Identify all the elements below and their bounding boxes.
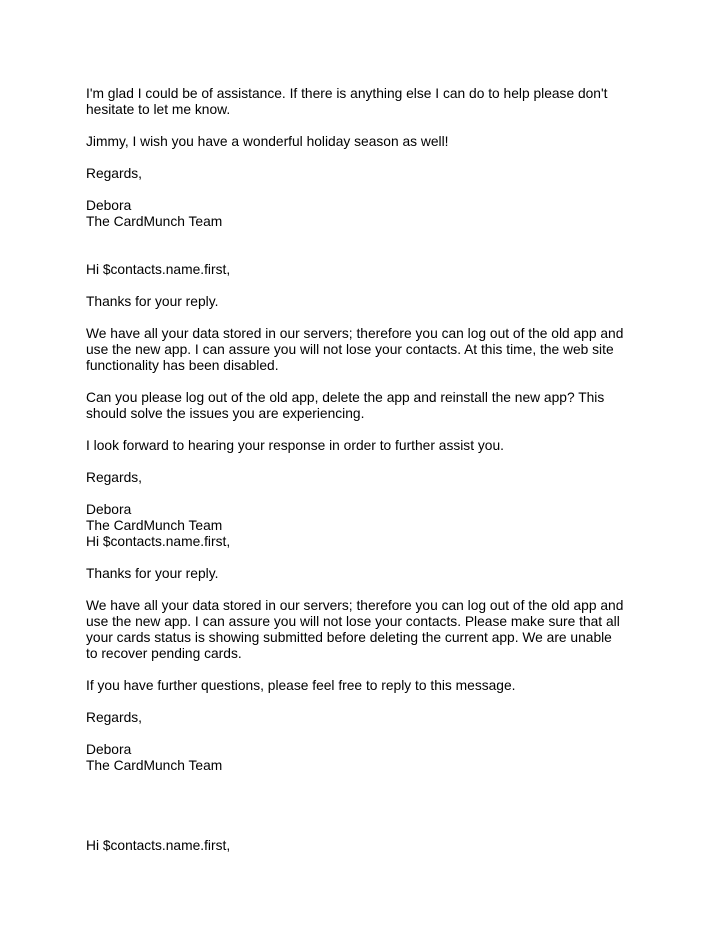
- signature-name: Debora: [86, 742, 132, 757]
- text-line: hesitate to let me know.: [86, 102, 231, 117]
- text-line: Can you please log out of the old app, delete the app and reinstall the new app? This: [86, 390, 605, 405]
- text-line: use the new app. I can assure you will not lose your contacts. At this time, the web site: [86, 342, 614, 357]
- greeting-line: Hi $contacts.name.first,: [86, 838, 231, 853]
- greeting-line: Hi $contacts.name.first,: [86, 534, 231, 549]
- text-line: I'm glad I could be of assistance. If there is anything else I can do to help please don't: [86, 86, 608, 101]
- text-line: functionality has been disabled.: [86, 358, 279, 373]
- text-line: If you have further questions, please feel free to reply to this message.: [86, 678, 516, 693]
- text-line: Thanks for your reply.: [86, 566, 219, 581]
- signature-team: The CardMunch Team: [86, 518, 223, 533]
- text-line: use the new app. I can assure you will not lose your contacts. Please make sure that all: [86, 614, 620, 629]
- signature-team: The CardMunch Team: [86, 214, 223, 229]
- signature-name: Debora: [86, 502, 132, 517]
- text-line: Regards,: [86, 166, 142, 181]
- text-line: I look forward to hearing your response in order to further assist you.: [86, 438, 504, 453]
- text-line: your cards status is showing submitted before deleting the current app. We are unable: [86, 630, 612, 645]
- text-line: Regards,: [86, 710, 142, 725]
- text-line: to recover pending cards.: [86, 646, 242, 661]
- greeting-line: Hi $contacts.name.first,: [86, 262, 231, 277]
- text-line: Jimmy, I wish you have a wonderful holiday season as well!: [86, 134, 449, 149]
- signature-name: Debora: [86, 198, 132, 213]
- signature-team: The CardMunch Team: [86, 758, 223, 773]
- text-line: should solve the issues you are experiencing.: [86, 406, 365, 421]
- text-line: We have all your data stored in our servers; therefore you can log out of the old app and: [86, 598, 624, 613]
- text-line: We have all your data stored in our servers; therefore you can log out of the old app and: [86, 326, 624, 341]
- text-line: Regards,: [86, 470, 142, 485]
- text-line: Thanks for your reply.: [86, 294, 219, 309]
